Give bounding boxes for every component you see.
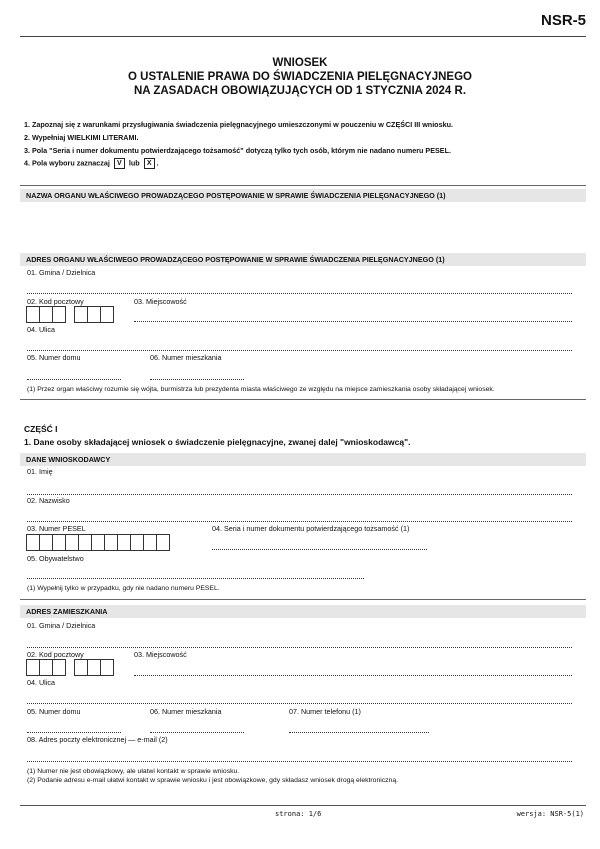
city-field[interactable]: [134, 675, 572, 676]
phone-footnote: (1) Numer nie jest obowiązkowy, ale ułatwi kontakt w sprawie wniosku.: [27, 768, 240, 775]
citizenship-label: 05. Obywatelstwo: [27, 554, 84, 563]
organ-street-label: 04. Ulica: [27, 325, 55, 334]
postcode-label: 02. Kod pocztowy: [27, 650, 84, 659]
house-number-label: 05. Numer domu: [27, 707, 81, 716]
phone-label: 07. Numer telefonu (1): [289, 707, 361, 716]
checkbox-example-v: V: [114, 158, 125, 169]
form-version: wersja: NSR-5(1): [516, 810, 584, 818]
top-rule: [20, 36, 586, 37]
pesel-footnote: (1) Wypełnij tylko w przypadku, gdy nie nadano numeru PESEL.: [27, 585, 220, 592]
title-line-3: NA ZASADACH OBOWIĄZUJĄCYCH OD 1 STYCZNIA 2024 R.: [133, 85, 467, 97]
instruction-4: [24, 158, 159, 169]
surname-field[interactable]: [27, 521, 572, 522]
organ-name-field[interactable]: [24, 205, 582, 247]
organ-city-field[interactable]: [134, 321, 572, 322]
organ-flat-field[interactable]: [150, 379, 244, 380]
id-document-label: 04. Seria i numer dokumentu potwierdzającego tożsamość (1): [212, 524, 410, 533]
instruction-4-prefix: 4. Pola wyboru zaznaczaj: [24, 158, 110, 168]
email-label: 08. Adres poczty elektronicznej — e-mail (2): [27, 735, 168, 744]
pesel-boxes[interactable]: [26, 534, 169, 551]
section-divider: [20, 185, 586, 186]
section-divider: [20, 399, 586, 400]
organ-address-header: ADRES ORGANU WŁAŚCIWEGO PROWADZĄCEGO POSTĘPOWANIE W SPRAWIE ŚWIADCZENIA PIELĘGNACYJNEGO (1): [20, 253, 586, 266]
address-header: ADRES ZAMIESZKANIA: [20, 605, 586, 618]
city-label: 03. Miejscowość: [134, 650, 187, 659]
gmina-field[interactable]: [27, 647, 572, 648]
page-number: strona: 1/6: [275, 810, 322, 818]
organ-city-label: 03. Miejscowość: [134, 297, 187, 306]
gmina-label: 01. Gmina / Dzielnica: [27, 621, 96, 630]
instruction-2: 2. Wypełniaj WIELKIMI LITERAMI.: [24, 133, 139, 142]
flat-number-label: 06. Numer mieszkania: [150, 707, 222, 716]
organ-name-header: NAZWA ORGANU WŁAŚCIWEGO PROWADZĄCEGO POSTĘPOWANIE W SPRAWIE ŚWIADCZENIA PIELĘGNACYJNEGO (1): [20, 189, 586, 202]
part-1-title: CZĘŚĆ I: [24, 424, 58, 434]
citizenship-field[interactable]: [27, 578, 364, 579]
pesel-label: 03. Numer PESEL: [27, 524, 86, 533]
phone-field[interactable]: [289, 732, 429, 733]
instruction-1: 1. Zapoznaj się z warunkami przysługiwania świadczenia pielęgnacyjnego umieszczonymi w pouczeniu w CZĘŚCI III wniosku.: [24, 120, 453, 129]
first-name-field[interactable]: [27, 494, 572, 495]
checkbox-example-x: X: [144, 158, 155, 169]
organ-footnote: (1) Przez organ właściwy rozumie się wójta, burmistrza lub prezydenta miasta właściwego ze względu na miejsce zamieszkania osoby składającej wniosek.: [27, 386, 495, 393]
instruction-4-suffix: .: [156, 158, 159, 168]
postcode-boxes[interactable]: [26, 659, 113, 676]
part-1-subtitle: 1. Dane osoby składającej wniosek o świadczenie pielęgnacyjne, zwanej dalej "wnioskodawcą".: [24, 437, 411, 447]
surname-label: 02. Nazwisko: [27, 496, 70, 505]
organ-postcode-label: 02. Kod pocztowy: [27, 297, 84, 306]
house-number-field[interactable]: [27, 732, 121, 733]
title-line-1: WNIOSEK: [272, 57, 328, 69]
section-divider: [20, 599, 586, 600]
organ-gmina-field[interactable]: [27, 293, 572, 294]
flat-number-field[interactable]: [150, 732, 244, 733]
street-label: 04. Ulica: [27, 678, 55, 687]
footer-rule: [20, 805, 586, 806]
instruction-3: 3. Pola "Seria i numer dokumentu potwierdzającego tożsamość" dotyczą tylko tych osób, którym nie nadano numeru PESEL.: [24, 146, 451, 155]
organ-house-field[interactable]: [27, 379, 121, 380]
street-field[interactable]: [27, 703, 572, 704]
organ-house-label: 05. Numer domu: [27, 353, 81, 362]
organ-flat-label: 06. Numer mieszkania: [150, 353, 222, 362]
applicant-data-header: DANE WNIOSKODAWCY: [20, 453, 586, 466]
title-line-2: O USTALENIE PRAWA DO ŚWIADCZENIA PIELĘGNACYJNEGO: [128, 71, 472, 83]
email-field[interactable]: [27, 761, 572, 762]
email-footnote: (2) Podanie adresu e-mail ułatwi kontakt w sprawie wniosku i jest obowiązkowe, gdy składasz wniosek drogą elektroniczną.: [27, 777, 398, 784]
instruction-4-mid: lub: [128, 158, 140, 168]
form-code: NSR-5: [540, 12, 586, 29]
organ-street-field[interactable]: [27, 350, 572, 351]
organ-gmina-label: 01. Gmina / Dzielnica: [27, 268, 96, 277]
id-document-field[interactable]: [212, 549, 427, 550]
organ-postcode-boxes[interactable]: [26, 306, 113, 323]
first-name-label: 01. Imię: [27, 467, 53, 476]
